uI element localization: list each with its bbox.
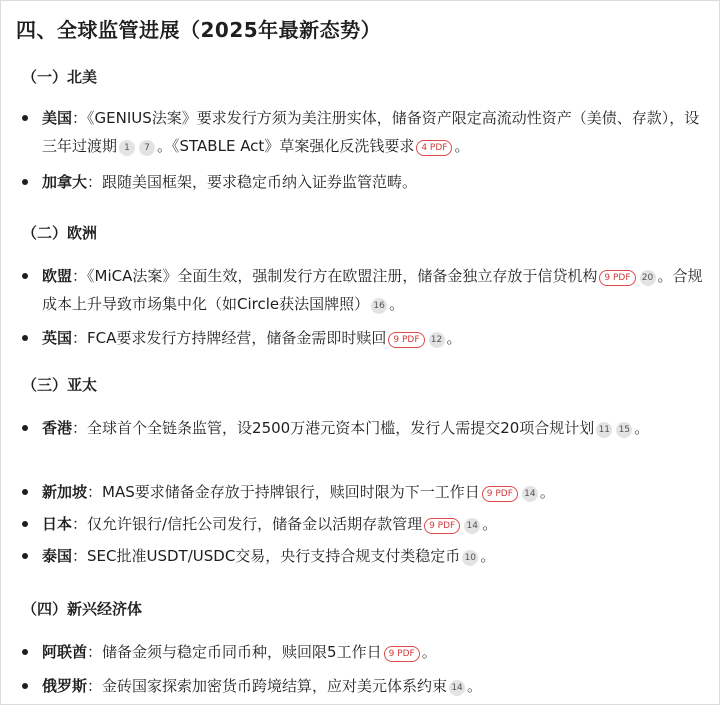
item-text: FCA要求发行方持牌经营，储备金需即时赎回 (87, 329, 387, 347)
label-colon: ： (72, 547, 88, 565)
list-item (22, 262, 712, 318)
label-colon: ： (87, 677, 103, 695)
citation-badge[interactable]: 1 (119, 140, 135, 156)
pdf-citation-badge[interactable]: 4 PDF (416, 140, 452, 156)
pdf-citation-badge[interactable]: 9 PDF (384, 646, 420, 662)
item-text: 。 (634, 419, 650, 437)
region-label: 香港 (42, 419, 73, 437)
bullet-icon (22, 489, 28, 495)
item-text: 。 (480, 547, 496, 565)
bullet-icon (22, 521, 28, 527)
region-label: 欧盟 (42, 267, 73, 285)
citation-badge[interactable]: 14 (522, 486, 538, 502)
label-colon: ： (72, 267, 88, 285)
citation-badge[interactable]: 12 (429, 332, 445, 348)
page-title: 四、全球监管进展（2025年最新态势） (16, 18, 382, 42)
label-colon: ： (72, 109, 88, 127)
item-text: 。合规成本上升导致市场集中化（如Circle获法国牌照） (42, 267, 703, 313)
list-item (22, 168, 712, 196)
item-text: 全球首个全链条监管，设2500万港元资本门槛，发行人需提交20项合规计划 (87, 419, 595, 437)
list-item (22, 414, 712, 442)
citation-badge[interactable]: 15 (616, 422, 632, 438)
bullet-icon (22, 273, 28, 279)
region-label: 日本 (42, 515, 73, 533)
list-item (22, 638, 712, 666)
label-colon: ： (87, 173, 103, 191)
region-label: 泰国 (42, 547, 73, 565)
item-text: 《GENIUS法案》要求发行方须为美注册实体，储备资产限定高流动性资产（美债、存款），设三年过渡期 (42, 109, 700, 155)
label-colon: ： (72, 419, 88, 437)
label-colon: ： (87, 483, 103, 501)
bullet-icon (22, 335, 28, 341)
pdf-citation-badge[interactable]: 9 PDF (482, 486, 518, 502)
list-item (22, 104, 712, 160)
region-label: 俄罗斯 (42, 677, 88, 695)
item-text: 仅允许银行/信托公司发行，储备金以活期存款管理 (87, 515, 423, 533)
citation-badge[interactable]: 11 (596, 422, 612, 438)
citation-badge[interactable]: 7 (139, 140, 155, 156)
item-text: MAS要求储备金存放于持牌银行，赎回时限为下一工作日 (102, 483, 480, 501)
citation-badge[interactable]: 10 (462, 550, 478, 566)
list-item (22, 478, 712, 506)
item-text: 。 (539, 483, 555, 501)
item-text: 。 (389, 295, 405, 313)
region-label: 英国 (42, 329, 73, 347)
region-label: 新加坡 (42, 483, 88, 501)
label-colon: ： (72, 515, 88, 533)
list-item (22, 510, 712, 538)
item-text: 《MiCA法案》全面生效，强制发行方在欧盟注册，储备金独立存放于信贷机构 (87, 267, 598, 285)
pdf-citation-badge[interactable]: 9 PDF (388, 332, 424, 348)
item-text: 。 (467, 677, 483, 695)
pdf-citation-badge[interactable]: 9 PDF (424, 518, 460, 534)
pdf-citation-badge[interactable]: 9 PDF (599, 270, 635, 286)
section-heading: （二）欧洲 (22, 224, 98, 242)
label-colon: ： (87, 643, 103, 661)
section-heading: （一）北美 (22, 68, 98, 86)
bullet-icon (22, 683, 28, 689)
item-text: SEC批准USDT/USDC交易，央行支持合规支付类稳定币 (87, 547, 461, 565)
citation-badge[interactable]: 16 (371, 298, 387, 314)
item-text: 。《STABLE Act》草案强化反洗钱要求 (157, 137, 415, 155)
list-item (22, 542, 712, 570)
item-text: 储备金须与稳定币同币种，赎回限5工作日 (102, 643, 382, 661)
bullet-icon (22, 115, 28, 121)
section-heading: （三）亚太 (22, 376, 98, 394)
item-text: 金砖国家探索加密货币跨境结算，应对美元体系约束 (102, 677, 448, 695)
label-colon: ： (72, 329, 88, 347)
list-item (22, 672, 712, 700)
region-label: 美国 (42, 109, 73, 127)
region-label: 加拿大 (42, 173, 88, 191)
region-label: 阿联酋 (42, 643, 88, 661)
item-text: 。 (421, 643, 437, 661)
list-item (22, 324, 712, 352)
bullet-icon (22, 553, 28, 559)
citation-badge[interactable]: 20 (640, 270, 656, 286)
citation-badge[interactable]: 14 (449, 680, 465, 696)
section-heading: （四）新兴经济体 (22, 600, 143, 618)
item-text: 。 (446, 329, 462, 347)
item-text: 跟随美国框架，要求稳定币纳入证券监管范畴。 (102, 173, 418, 191)
item-text: 。 (454, 137, 470, 155)
citation-badge[interactable]: 14 (464, 518, 480, 534)
bullet-icon (22, 649, 28, 655)
bullet-icon (22, 425, 28, 431)
item-text: 。 (482, 515, 498, 533)
bullet-icon (22, 179, 28, 185)
